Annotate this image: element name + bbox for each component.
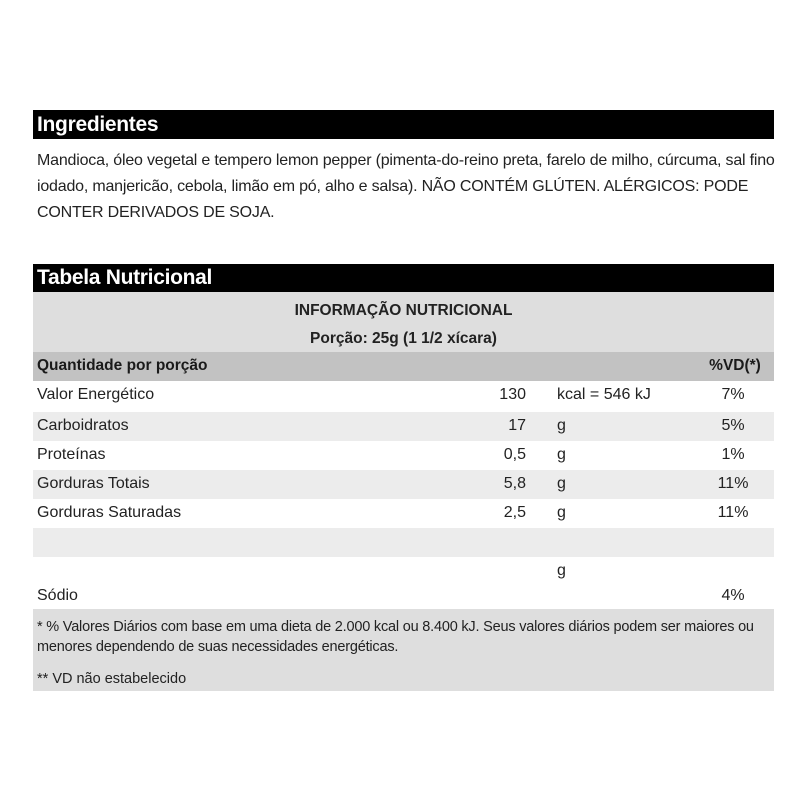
ingredients-header [33,110,774,139]
nutrient-amount: 17 [508,417,526,434]
vd-not-established-note: ** VD não estabelecido [37,671,187,687]
nutrient-amount: 130 [499,386,526,403]
nutrient-unit: g [557,417,566,434]
nutrient-name: Sódio [37,587,78,604]
nutrient-vd: 11% [717,475,749,492]
ingredients-title: Ingredientes [37,112,159,136]
table-row [33,499,774,528]
table-row [33,381,774,410]
nutrient-name: Proteínas [37,446,106,463]
nutrient-vd: 4% [721,587,745,604]
nutrient-unit: g [557,562,566,579]
table-row [33,582,774,611]
portion-size: Porção: 25g (1 1/2 xícara) [310,330,497,347]
nutrient-name: Carboidratos [37,417,129,434]
column-header-quantity: Quantidade por porção [37,357,208,374]
nutrient-name: Gorduras Saturadas [37,504,182,521]
nutrient-name: Gorduras Totais [37,475,150,492]
table-row [33,441,774,470]
table-row [33,470,774,499]
nutrient-vd: 1% [721,446,745,463]
nutrition-table-title: Tabela Nutricional [37,266,213,289]
nutrition-info-title: INFORMAÇÃO NUTRICIONAL [294,302,513,319]
nutrient-unit: g [557,504,566,521]
ingredients-text: Mandioca, óleo vegetal e tempero lemon pepper (pimenta-do-reino preta, farelo de milho, cúrcuma, sal fino iodado, manjericão, cebola, limão em pó, alho e salsa). NÃO CONTÉM GLÚTEN. ALÉRGICOS: PODE CONTER DERIVADOS DE SOJA. [37,152,775,221]
column-header-vd: %VD(*) [709,357,761,374]
nutrient-unit: g [557,475,566,492]
nutrient-name: Valor Energético [37,386,155,403]
nutrient-unit: g [557,446,566,463]
nutrient-amount: 5,8 [503,475,526,492]
nutrient-unit: kcal = 546 kJ [557,386,651,403]
column-header-row [33,352,774,381]
footnote-block [33,609,774,691]
nutrient-amount: 2,5 [503,504,526,521]
nutrient-vd: 5% [721,417,745,434]
nutrition-table-header [33,264,774,292]
nutrient-vd: 7% [721,386,745,403]
nutrient-vd: 11% [717,504,749,521]
nutrient-amount: 0,5 [503,446,526,463]
daily-values-footnote: * % Valores Diários com base em uma dieta de 2.000 kcal ou 8.400 kJ. Seus valores diários podem ser maiores ou menores dependendo de suas necessidades energéticas. [37,619,754,655]
table-row [33,528,774,557]
nutrition-info-block [33,292,774,352]
table-row [33,412,774,441]
